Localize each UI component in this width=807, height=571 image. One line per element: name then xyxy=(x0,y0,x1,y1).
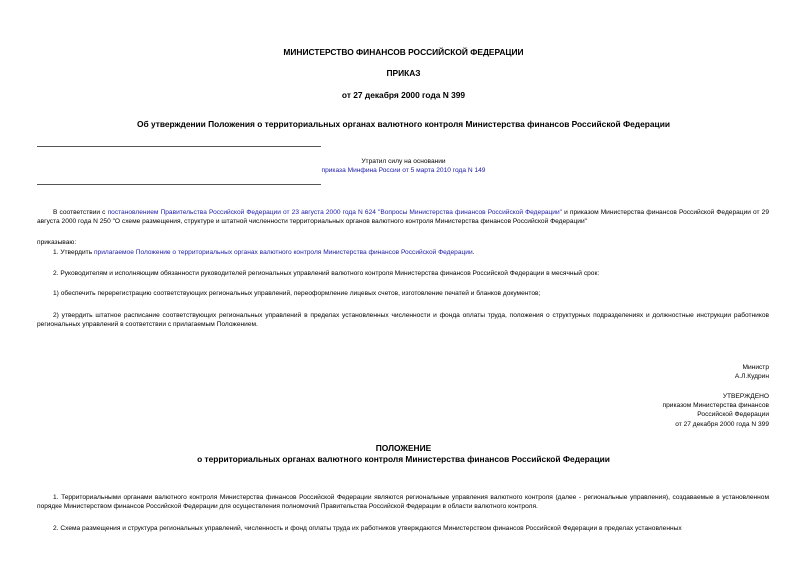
preamble-post: и приказом Министерства финансов Российской Федерации от 29 августа 2000 года N 250 "О схеме размещения, структуре и штатной численности территориальных органов валютного контроля Министерства финансов Российской Федерации" xyxy=(37,209,769,226)
approval-line-1: УТВЕРЖДЕНО xyxy=(722,393,769,400)
item-1 xyxy=(53,248,769,257)
approval-line-2: приказом Министерства финансов xyxy=(662,402,769,410)
order-word: приказываю: xyxy=(37,239,77,246)
approval-line-3: Российской Федерации xyxy=(697,411,769,419)
status-line: Утратил силу на основании xyxy=(361,158,446,165)
status-note xyxy=(260,157,547,175)
regulation-subtitle: о территориальных органах валютного контроля Министерства финансов Российской Федерации xyxy=(197,454,610,464)
signature-position: Министр xyxy=(742,364,769,371)
preamble-pre: В соответствии с xyxy=(53,209,108,216)
item-1-post: . xyxy=(472,249,475,256)
date-number-heading: от 27 декабря 2000 года N 399 xyxy=(341,90,466,100)
approval-line-4: от 27 декабря 2000 года N 399 xyxy=(675,420,769,428)
status-link[interactable]: приказа Минфина России от 5 марта 2010 года N 149 xyxy=(321,167,486,175)
government-decree-link[interactable]: постановлением Правительства Российской Федерации от 23 августа 2000 года N 624 "Вопросы Министерства финансов Российской Федерации" xyxy=(107,209,563,216)
regulation-title: ПОЛОЖЕНИЕ xyxy=(375,443,432,453)
doc-type-heading: ПРИКАЗ xyxy=(386,68,421,78)
approval-block xyxy=(569,392,769,429)
divider-bottom xyxy=(37,184,321,185)
ministry-heading: МИНИСТЕРСТВО ФИНАНСОВ РОССИЙСКОЙ ФЕДЕРАЦИИ xyxy=(283,47,524,57)
document-title: Об утверждении Положения о территориальных органах валютного контроля Министерства финансов Российской Федерации xyxy=(136,119,670,129)
regulation-link[interactable]: прилагаемое Положение о территориальных органах валютного контроля Министерства финансов Российской Федерации xyxy=(93,249,473,256)
signature-block xyxy=(569,363,769,381)
preamble xyxy=(37,208,769,226)
signature-name: А.Л.Кудрин xyxy=(734,373,769,381)
item-2-2: 2) утвердить штатное расписание соответствующих региональных управлений в пределах установленных численности и фонда оплаты труда, положения о структурных подразделениях и должностные инструкции работников региональных управлений в соответствии с прилагаемым Положением. xyxy=(37,312,769,329)
item-2: 2. Руководителям и исполняющим обязанности руководителей региональных управлений валютного контроля Министерства финансов Российской Федерации в месячный срок: xyxy=(53,270,600,277)
regulation-paragraph-2: 2. Схема размещения и структура региональных управлений, численность и фонд оплаты труда их работников утверждаются Министерством финансов Российской Федерации в пределах установленных xyxy=(53,525,682,532)
regulation-paragraph-1: 1. Территориальными органами валютного контроля Министерства финансов Российской Федерации являются региональные управления валютного контроля (далее - региональные управления), создаваемые в установленном порядке Министерством финансов Российской Федерации для осуществления полномочий Правительства Российской Федерации в области валютного контроля. xyxy=(37,494,769,511)
item-1-pre: 1. Утвердить xyxy=(53,249,94,256)
item-2-1: 1) обеспечить перерегистрацию соответствующих региональных управлений, переоформление лицевых счетов, изготовление печатей и бланков документов; xyxy=(53,290,541,297)
divider-top xyxy=(37,146,321,147)
